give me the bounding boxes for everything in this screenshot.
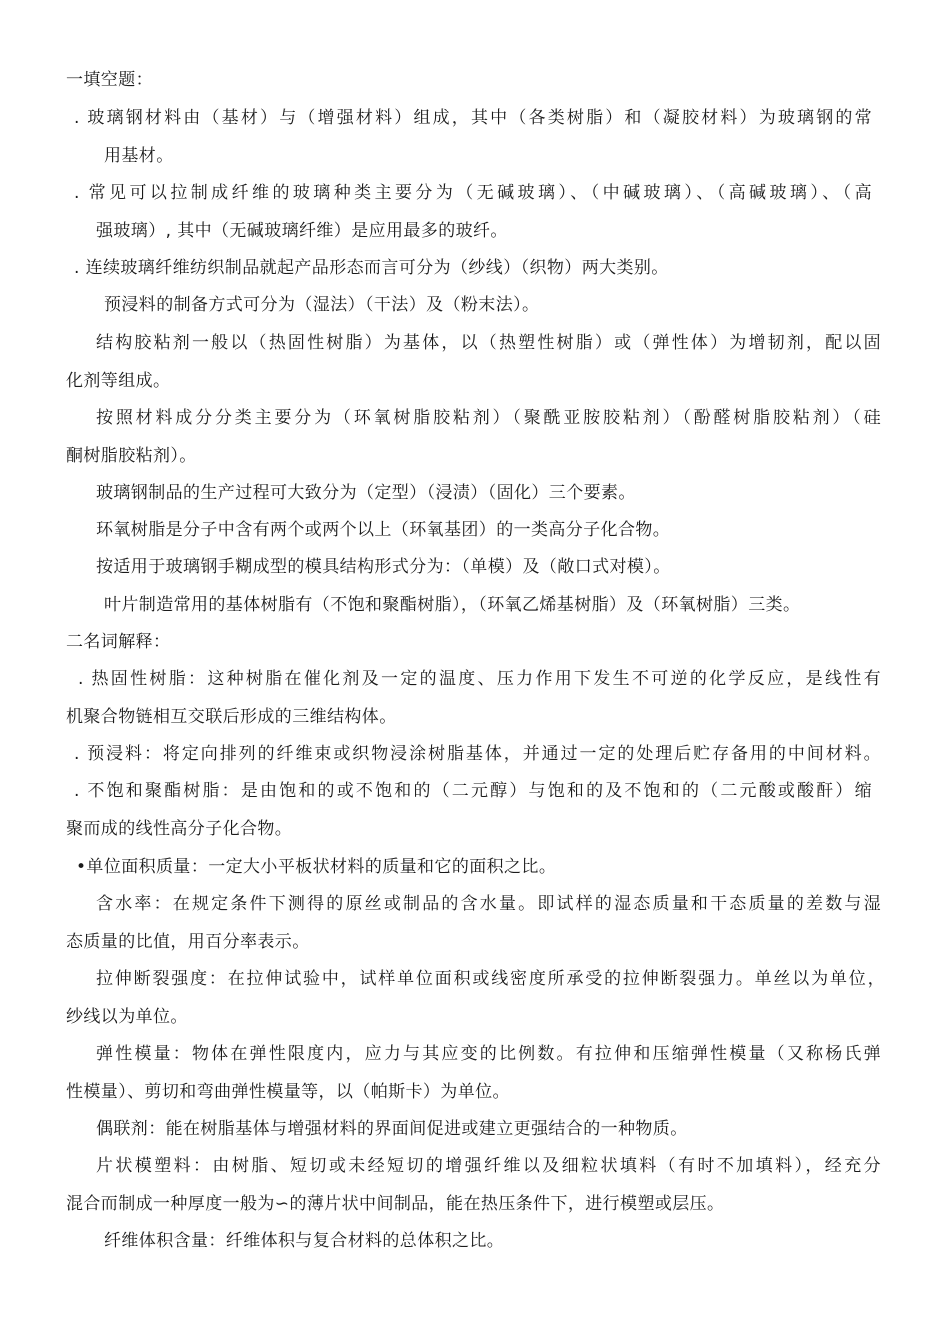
term-item-4: •单位面积质量：一定大小平板状材料的质量和它的面积之比。 <box>76 857 557 877</box>
section-heading-terms: 二名词解释： <box>66 632 171 652</box>
fill-blank-item-3: . 连续玻璃纤维纺织制品就起产品形态而言可分为（纱线）（织物）两大类别。 <box>74 258 669 278</box>
fill-blank-item-5-line-1: 结构胶粘剂一般以（热固性树脂）为基体，以（热塑性树脂）或（弹性体）为增韧剂，配以固 <box>96 333 881 353</box>
term-item-2: . 预浸料：将定向排列的纤维束或织物浸涂树脂基体，并通过一定的处理后贮存备用的中间材料。 <box>74 744 881 764</box>
term-item-9-line-1: 片状模塑料：由树脂、短切或未经短切的增强纤维以及细粒状填料（有时不加填料），经充分 <box>96 1156 881 1176</box>
fill-blank-item-10: 叶片制造常用的基体树脂有（不饱和聚酯树脂），（环氧乙烯基树脂）及（环氧树脂）三类。 <box>104 595 801 615</box>
term-item-7-line-2: 性模量）、剪切和弯曲弹性模量等，以（帕斯卡）为单位。 <box>66 1082 510 1102</box>
term-item-8: 偶联剂：能在树脂基体与增强材料的界面间促进或建立更强结合的一种物质。 <box>96 1119 688 1139</box>
fill-blank-item-2-line-1: . 常见可以拉制成纤维的玻璃种类主要分为（无碱玻璃）、（中碱玻璃）、（高碱玻璃）、（高 <box>74 183 872 203</box>
term-item-10: 纤维体积含量：纤维体积与复合材料的总体积之比。 <box>104 1231 505 1251</box>
fill-blank-item-1-line-2: 用基材。 <box>104 146 174 166</box>
fill-blank-item-4: 预浸料的制备方式可分为（湿法）（干法）及（粉末法）。 <box>104 295 540 315</box>
fill-blank-item-9: 按适用于玻璃钢手糊成型的模具结构形式分为：（单模）及（敞口式对模）。 <box>96 557 671 577</box>
term-item-1-line-1: . 热固性树脂：这种树脂在催化剂及一定的温度、压力作用下发生不可逆的化学反应，是线性有 <box>78 669 881 689</box>
term-item-6-line-1: 拉伸断裂强度：在拉伸试验中，试样单位面积或线密度所承受的拉伸断裂强力。单丝以为单位， <box>96 969 885 989</box>
fill-blank-item-8: 环氧树脂是分子中含有两个或两个以上（环氧基团）的一类高分子化合物。 <box>96 520 671 540</box>
term-item-5-line-1: 含水率：在规定条件下测得的原丝或制品的含水量。即试样的湿态质量和干态质量的差数与湿 <box>96 894 881 914</box>
term-item-1-line-2: 机聚合物链相互交联后形成的三维结构体。 <box>66 707 397 727</box>
fill-blank-item-1-line-1: . 玻璃钢材料由（基材）与（增强材料）组成，其中（各类树脂）和（凝胶材料）为玻璃钢的常 <box>74 108 872 128</box>
term-item-6-line-2: 纱线以为单位。 <box>66 1007 188 1027</box>
term-item-3-line-1: . 不饱和聚酯树脂：是由饱和的或不饱和的（二元醇）与饱和的及不饱和的（二元酸或酸酐）缩 <box>74 781 872 801</box>
term-item-3-line-2: 聚而成的线性高分子化合物。 <box>66 819 293 839</box>
term-item-9-line-2: 混合而制成一种厚度一般为∽的薄片状中间制品，能在热压条件下，进行模塑或层压。 <box>66 1194 725 1214</box>
fill-blank-item-7: 玻璃钢制品的生产过程可大致分为（定型）（浸渍）（固化）三个要素。 <box>96 483 636 503</box>
fill-blank-item-5-line-2: 化剂等组成。 <box>66 371 171 391</box>
fill-blank-item-6-line-1: 按照材料成分分类主要分为（环氧树脂胶粘剂）（聚酰亚胺胶粘剂）（酚醛树脂胶粘剂）（硅 <box>96 408 881 428</box>
fill-blank-item-2-line-2: 强玻璃）, 其中（无碱玻璃纤维）是应用最多的玻纤。 <box>96 221 508 241</box>
term-item-7-line-1: 弹性模量：物体在弹性限度内，应力与其应变的比例数。有拉伸和压缩弹性模量（又称杨氏弹 <box>96 1044 881 1064</box>
fill-blank-item-6-line-2: 酮树脂胶粘剂）。 <box>66 446 197 466</box>
term-item-5-line-2: 态质量的比值，用百分率表示。 <box>66 932 310 952</box>
section-heading-fill-blank: 一填空题： <box>66 70 153 90</box>
